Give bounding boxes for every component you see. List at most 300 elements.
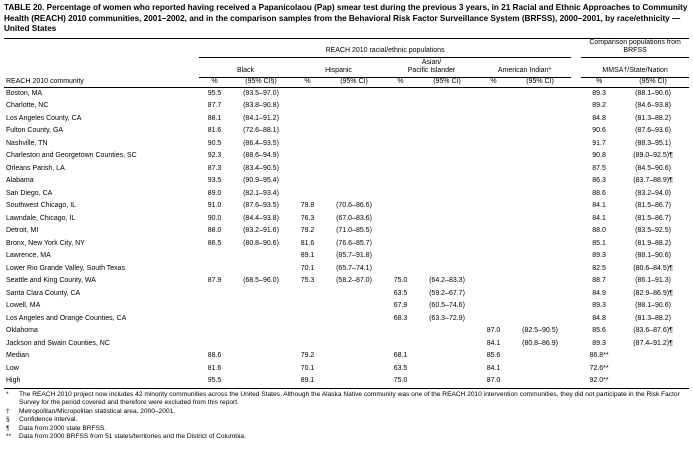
- asian-cell: [385, 113, 416, 126]
- hispanic-cell: [292, 188, 323, 201]
- brfss_ci-cell: (80.6–84.5)¶: [633, 264, 673, 272]
- footnote: [6, 408, 687, 416]
- black_ci-cell: [230, 338, 292, 351]
- ai_ci-cell: [509, 175, 571, 188]
- asian-cell: 75.0: [393, 377, 408, 385]
- black-cell: 93.5: [207, 177, 222, 185]
- american-indian-column-header: American Indian*: [478, 57, 571, 77]
- footnote: [6, 416, 687, 424]
- ai_ci-cell: [509, 200, 571, 213]
- asian_ci-cell: [416, 263, 478, 276]
- asian-cell: [385, 338, 416, 351]
- black_ci-cell: (87.6–93.5): [243, 202, 279, 210]
- hispanic-cell: [292, 325, 323, 338]
- community-cell: Jackson and Swain Counties, NC: [6, 339, 110, 347]
- column-spacer: [571, 150, 581, 163]
- ai-cell: [478, 100, 509, 113]
- black-cell: 88.1: [207, 114, 222, 122]
- community-cell: Santa Clara County, CA: [6, 289, 81, 297]
- brfss-cell: 90.8: [592, 152, 606, 160]
- hispanic-cell: 79.2: [300, 352, 315, 360]
- asian-cell: [385, 238, 416, 251]
- footnote-text: Metropolitan/Micropolitan statistical area, 2000–2001.: [19, 407, 176, 415]
- american-indian-ci-header: (95% CI): [509, 77, 571, 87]
- black_ci-cell: (83.4–90.5): [243, 164, 279, 172]
- hispanic_ci-cell: [323, 375, 385, 388]
- black_ci-cell: (80.8–90.6): [243, 239, 279, 247]
- community-cell: Median: [6, 352, 29, 360]
- brfss-cell: 84.8: [592, 114, 606, 122]
- black-cell: 88.0: [207, 227, 222, 235]
- black_ci-cell: [230, 325, 292, 338]
- hispanic-cell: 81.6: [300, 239, 315, 247]
- column-spacer: [571, 363, 581, 376]
- ai_ci-cell: (82.5–90.5): [522, 327, 558, 335]
- hispanic-cell: 70.1: [300, 264, 315, 272]
- community-cell: Orleans Parish, LA: [6, 164, 65, 172]
- asian-ci-header: (95% CI): [416, 77, 478, 87]
- ai_ci-cell: [509, 263, 571, 276]
- asian-cell: [385, 325, 416, 338]
- brfss-cell: 88.7: [592, 277, 606, 285]
- reach-populations-header: REACH 2010 racial/ethnic populations: [199, 38, 571, 57]
- black_ci-cell: (83.2–91.6): [243, 227, 279, 235]
- black-cell: 81.6: [207, 364, 222, 372]
- black-pct-header: %: [199, 77, 230, 87]
- black-cell: [199, 263, 230, 276]
- brfss-pct-header: %: [581, 77, 617, 87]
- brfss-cell: 84.8: [592, 314, 606, 322]
- hispanic-column-header: Hispanic: [292, 57, 385, 77]
- hispanic-cell: 75.3: [300, 277, 315, 285]
- hispanic_ci-cell: (85.7–91.8): [336, 252, 372, 260]
- hispanic_ci-cell: [323, 113, 385, 126]
- hispanic_ci-cell: [323, 100, 385, 113]
- ai-cell: 87.0: [486, 377, 501, 385]
- black_ci-cell: (88.6–94.9): [243, 152, 279, 160]
- brfss_ci-cell: [617, 350, 689, 363]
- black-cell: [199, 250, 230, 263]
- ai_ci-cell: [509, 225, 571, 238]
- black-cell: [199, 300, 230, 313]
- table-row: [4, 163, 689, 176]
- footnote-marker: **: [6, 433, 12, 441]
- brfss-cell: 91.7: [592, 139, 606, 147]
- community-cell: Charlotte, NC: [6, 102, 49, 110]
- black-cell: [199, 338, 230, 351]
- ai-cell: [478, 288, 509, 301]
- community-cell: Lowell, MA: [6, 302, 41, 310]
- hispanic-cell: 76.3: [300, 214, 315, 222]
- column-spacer: [571, 275, 581, 288]
- brfss_ci-cell: (81.3–88.2): [635, 314, 671, 322]
- black_ci-cell: (72.6–88.1): [243, 127, 279, 135]
- community-cell: Charleston and Georgetown Counties, SC: [6, 152, 137, 160]
- brfss-cell: 92.0**: [589, 377, 609, 385]
- hispanic-cell: 79.8: [300, 202, 315, 210]
- hispanic-pct-header: %: [292, 77, 323, 87]
- ai-cell: 84.1: [486, 364, 501, 372]
- hispanic_ci-cell: [323, 163, 385, 176]
- column-spacer: [571, 113, 581, 126]
- asian-cell: 63.5: [393, 364, 408, 372]
- black_ci-cell: [230, 313, 292, 326]
- table-row: [4, 338, 689, 351]
- asian_ci-cell: [416, 225, 478, 238]
- mmsa-state-nation-column-header: MMSA†/State/Nation: [581, 57, 689, 77]
- asian-cell: 63.5: [393, 289, 408, 297]
- black-cell: 91.0: [207, 202, 222, 210]
- footnote-marker: ¶: [6, 424, 10, 432]
- footnote: [6, 391, 687, 408]
- ai_ci-cell: [509, 288, 571, 301]
- column-spacer: [571, 200, 581, 213]
- asian-cell: [385, 100, 416, 113]
- table-row: [4, 188, 689, 201]
- group-header-row: [4, 38, 689, 57]
- hispanic_ci-cell: [323, 175, 385, 188]
- asian_ci-cell: (63.3–72.9): [429, 314, 465, 322]
- asian-cell: 68.1: [393, 352, 408, 360]
- hispanic-cell: [292, 113, 323, 126]
- column-spacer: [571, 87, 581, 100]
- brfss-cell: 87.5: [592, 164, 606, 172]
- community-cell: Fulton County, GA: [6, 127, 64, 135]
- asian_ci-cell: [416, 250, 478, 263]
- ai-cell: 84.1: [486, 339, 501, 347]
- table-row: [4, 87, 689, 100]
- ai_ci-cell: [509, 188, 571, 201]
- asian-pacific-islander-column-header: [385, 57, 478, 77]
- black-cell: 87.3: [207, 164, 222, 172]
- black_ci-cell: [230, 263, 292, 276]
- table-title: TABLE 20. Percentage of women who reported having received a Papanicolaou (Pap) smear test during the previous 3 years, in 21 Racial and Ethnic Approaches to Community Health (REACH) 2010 communities, 2001–2002, and in the comparison samples from the Behavioral Risk Factor Surveillance System (BRFSS), 2000–2001, by race/ethnicity — United States: [4, 3, 688, 34]
- column-spacer: [571, 125, 581, 138]
- community-cell: Los Angeles County, CA: [6, 114, 82, 122]
- asian_ci-cell: (60.5–74.6): [429, 302, 465, 310]
- footnote: [6, 433, 687, 441]
- ai-cell: [478, 300, 509, 313]
- brfss_ci-cell: (82.9–86.9)¶: [633, 289, 673, 297]
- ai_ci-cell: [509, 300, 571, 313]
- asian-cell: 75.0: [393, 277, 408, 285]
- asian-pct-header: %: [385, 77, 416, 87]
- table-row: [4, 313, 689, 326]
- ai-cell: 87.0: [486, 327, 501, 335]
- table-header: [4, 38, 689, 87]
- footnote-marker: *: [6, 390, 9, 398]
- community-cell: High: [6, 377, 21, 385]
- brfss_ci-cell: (83.2–94.0): [635, 189, 671, 197]
- column-spacer: [571, 325, 581, 338]
- hispanic_ci-cell: [323, 313, 385, 326]
- brfss_ci-cell: (83.5–92.5): [635, 227, 671, 235]
- asian-cell: [385, 87, 416, 100]
- column-spacer: [571, 238, 581, 251]
- footnote-text: The REACH 2010 project now includes 42 minority communities across the United States. Although the Alaska Native community was one of the REACH 2010 intervention communities, they did not participate in the Risk Factor Survey for the period covered and therefore were excluded from this report.: [19, 390, 680, 407]
- ai_ci-cell: [509, 313, 571, 326]
- ai_ci-cell: [509, 138, 571, 151]
- ai-cell: [478, 225, 509, 238]
- summary-row: [4, 363, 689, 376]
- asian-cell: 67.9: [393, 302, 408, 310]
- asian_ci-cell: [416, 100, 478, 113]
- table-row: [4, 175, 689, 188]
- brfss-cell: 88.0: [592, 227, 606, 235]
- hispanic_ci-cell: [323, 138, 385, 151]
- brfss_ci-cell: (83.6–87.6)¶: [633, 327, 673, 335]
- asian-cell: [385, 125, 416, 138]
- brfss-cell: 84.9: [592, 289, 606, 297]
- brfss_ci-cell: (87.4–91.2)¶: [633, 339, 673, 347]
- community-cell: Southwest Chicago, IL: [6, 202, 77, 210]
- footnote-text: Data from 2000 BRFSS from 51 states/territories and the District of Columbia.: [19, 433, 246, 441]
- community-cell: Lower Rio Grande Valley, South Texas: [6, 264, 126, 272]
- ai-cell: [478, 125, 509, 138]
- community-cell: Lawrence, MA: [6, 252, 51, 260]
- brfss_ci-cell: (84.5–90.6): [635, 164, 671, 172]
- table-row: [4, 213, 689, 226]
- community-cell: Los Angeles and Orange Counties, CA: [6, 314, 127, 322]
- community-cell: San Diego, CA: [6, 189, 53, 197]
- hispanic-cell: [292, 87, 323, 100]
- asian_ci-cell: (64.2–83.3): [429, 277, 465, 285]
- ai_ci-cell: [509, 113, 571, 126]
- hispanic_ci-cell: [323, 338, 385, 351]
- table-row: [4, 113, 689, 126]
- brfss-cell: 84.1: [592, 202, 606, 210]
- black_ci-cell: (82.1–93.4): [243, 189, 279, 197]
- ai-cell: [478, 250, 509, 263]
- black_ci-cell: [230, 288, 292, 301]
- pap-test-table: [4, 38, 689, 389]
- hispanic-ci-header: (95% CI): [323, 77, 385, 87]
- asian_ci-cell: [416, 363, 478, 376]
- black_ci-cell: (93.5–97.0): [243, 89, 279, 97]
- hispanic_ci-cell: [323, 188, 385, 201]
- brfss_ci-cell: (84.6–93.8): [635, 102, 671, 110]
- asian_ci-cell: [416, 188, 478, 201]
- table-row: [4, 325, 689, 338]
- hispanic_ci-cell: [323, 288, 385, 301]
- hispanic_ci-cell: [323, 87, 385, 100]
- black_ci-cell: (68.5–96.0): [243, 277, 279, 285]
- brfss-cell: 90.6: [592, 127, 606, 135]
- column-spacer: [571, 163, 581, 176]
- brfss_ci-cell: (81.3–88.2): [635, 114, 671, 122]
- footnote-marker: †: [6, 407, 10, 415]
- asian_ci-cell: [416, 175, 478, 188]
- hispanic_ci-cell: [323, 300, 385, 313]
- column-spacer: [571, 38, 581, 87]
- black-cell: [199, 313, 230, 326]
- brfss_ci-cell: [617, 375, 689, 388]
- table-body: [4, 87, 689, 388]
- column-spacer: [571, 263, 581, 276]
- asian_ci-cell: (59.2–67.7): [429, 289, 465, 297]
- table-row: [4, 225, 689, 238]
- black_ci-cell: (84.4–93.8): [243, 214, 279, 222]
- black_ci-cell: (86.4–93.5): [243, 139, 279, 147]
- asian_ci-cell: [416, 200, 478, 213]
- footnote-text: Data from 2000 state BRFSS.: [19, 424, 107, 432]
- brfss-cell: 89.3: [592, 252, 606, 260]
- column-spacer: [571, 213, 581, 226]
- ai-cell: [478, 163, 509, 176]
- black-cell: 95.5: [207, 377, 222, 385]
- black-cell: 87.7: [207, 102, 222, 110]
- black-cell: [199, 288, 230, 301]
- hispanic-cell: [292, 175, 323, 188]
- black_ci-cell: [230, 250, 292, 263]
- community-cell: Low: [6, 364, 19, 372]
- ai_ci-cell: [509, 275, 571, 288]
- community-cell: Oklahoma: [6, 327, 38, 335]
- table-row: [4, 100, 689, 113]
- column-spacer: [571, 288, 581, 301]
- brfss_ci-cell: (81.5–86.7): [635, 202, 671, 210]
- hispanic_ci-cell: [323, 150, 385, 163]
- column-spacer: [571, 188, 581, 201]
- ai-cell: [478, 213, 509, 226]
- hispanic-cell: 89.1: [300, 377, 315, 385]
- footnote: [6, 425, 687, 433]
- footnotes: [4, 389, 689, 442]
- brfss-cell: 72.6**: [589, 364, 609, 372]
- asian-cell: [385, 250, 416, 263]
- asian-header-line2: Pacific Islander: [407, 67, 456, 75]
- brfss_ci-cell: (81.5–86.7): [635, 214, 671, 222]
- asian_ci-cell: [416, 325, 478, 338]
- hispanic-cell: [292, 150, 323, 163]
- black_ci-cell: (83.8–90.8): [243, 102, 279, 110]
- asian-cell: 68.3: [393, 314, 408, 322]
- brfss_ci-cell: (88.1–90.6): [635, 252, 671, 260]
- ai_ci-cell: [509, 150, 571, 163]
- column-spacer: [571, 300, 581, 313]
- hispanic_ci-cell: (67.0–83.6): [336, 214, 372, 222]
- black-cell: 92.3: [207, 152, 222, 160]
- hispanic-cell: [292, 163, 323, 176]
- black_ci-cell: [230, 300, 292, 313]
- hispanic_ci-cell: [323, 350, 385, 363]
- hispanic-cell: [292, 125, 323, 138]
- ai_ci-cell: [509, 363, 571, 376]
- column-spacer: [571, 313, 581, 326]
- asian-cell: [385, 175, 416, 188]
- community-cell: Detroit, MI: [6, 227, 39, 235]
- hispanic_ci-cell: (71.0–85.5): [336, 227, 372, 235]
- column-spacer: [571, 175, 581, 188]
- asian_ci-cell: [416, 238, 478, 251]
- asian_ci-cell: [416, 163, 478, 176]
- community-cell: Seattle and King County, WA: [6, 277, 96, 285]
- column-spacer: [571, 250, 581, 263]
- asian-cell: [385, 213, 416, 226]
- ai_ci-cell: [509, 87, 571, 100]
- black-column-header: Black: [199, 57, 292, 77]
- asian_ci-cell: [416, 87, 478, 100]
- hispanic_ci-cell: (58.2–87.0): [336, 277, 372, 285]
- hispanic-cell: 79.2: [300, 227, 315, 235]
- brfss-cell: 82.5: [592, 264, 606, 272]
- asian-cell: [385, 150, 416, 163]
- brfss-cell: 85.1: [592, 239, 606, 247]
- community-cell: Bronx, New York City, NY: [6, 239, 85, 247]
- summary-row: [4, 375, 689, 388]
- community-cell: Alabama: [6, 177, 34, 185]
- asian-cell: [385, 200, 416, 213]
- hispanic_ci-cell: (70.6–86.6): [336, 202, 372, 210]
- brfss_ci-cell: (88.3–95.1): [635, 139, 671, 147]
- ai-cell: [478, 238, 509, 251]
- summary-row: [4, 350, 689, 363]
- ai_ci-cell: [509, 213, 571, 226]
- black-cell: 95.5: [207, 89, 222, 97]
- ai_ci-cell: [509, 375, 571, 388]
- asian-cell: [385, 225, 416, 238]
- asian-cell: [385, 138, 416, 151]
- asian-header-line1: Asian/: [421, 58, 442, 66]
- asian_ci-cell: [416, 150, 478, 163]
- table-row: [4, 288, 689, 301]
- black_ci-cell: [230, 375, 292, 388]
- brfss-ci-header: (95% CI): [617, 77, 689, 87]
- hispanic_ci-cell: [323, 125, 385, 138]
- hispanic-cell: [292, 100, 323, 113]
- brfss-cell: 86.3: [592, 177, 606, 185]
- ai-cell: [478, 263, 509, 276]
- brfss_ci-cell: (83.7–88.9)¶: [633, 177, 673, 185]
- asian-cell: [385, 263, 416, 276]
- black-cell: 90.0: [207, 214, 222, 222]
- ai-cell: [478, 275, 509, 288]
- black-cell: 86.5: [207, 239, 222, 247]
- footnote-text: Confidence interval.: [19, 416, 78, 424]
- brfss-cell: 89.2: [592, 102, 606, 110]
- table-row: [4, 263, 689, 276]
- asian_ci-cell: [416, 375, 478, 388]
- ai-cell: [478, 150, 509, 163]
- ai-cell: [478, 175, 509, 188]
- table-row: [4, 200, 689, 213]
- hispanic_ci-cell: [323, 325, 385, 338]
- asian-cell: [385, 188, 416, 201]
- table-row: [4, 275, 689, 288]
- brfss_ci-cell: (87.6–93.6): [635, 127, 671, 135]
- black-cell: 81.6: [207, 127, 222, 135]
- asian_ci-cell: [416, 113, 478, 126]
- hispanic-cell: [292, 313, 323, 326]
- brfss_ci-cell: (81.9–88.2): [635, 239, 671, 247]
- ai-cell: [478, 188, 509, 201]
- community-cell: Nashville, TN: [6, 139, 48, 147]
- community-column-header: REACH 2010 community: [4, 38, 199, 87]
- brfss_ci-cell: (89.0–92.5)¶: [633, 152, 673, 160]
- black_ci-cell: (84.1–91.2): [243, 114, 279, 122]
- column-spacer: [571, 375, 581, 388]
- ai_ci-cell: (80.8–86.9): [522, 339, 558, 347]
- black_ci-cell: (90.9–95.4): [243, 177, 279, 185]
- ai-cell: [478, 87, 509, 100]
- ai_ci-cell: [509, 125, 571, 138]
- black-ci-header: (95% CI§): [230, 77, 292, 87]
- community-cell: Lawndale, Chicago, IL: [6, 214, 76, 222]
- column-spacer: [571, 138, 581, 151]
- brfss-cell: 89.3: [592, 89, 606, 97]
- community-cell: Boston, MA: [6, 89, 43, 97]
- american-indian-pct-header: %: [478, 77, 509, 87]
